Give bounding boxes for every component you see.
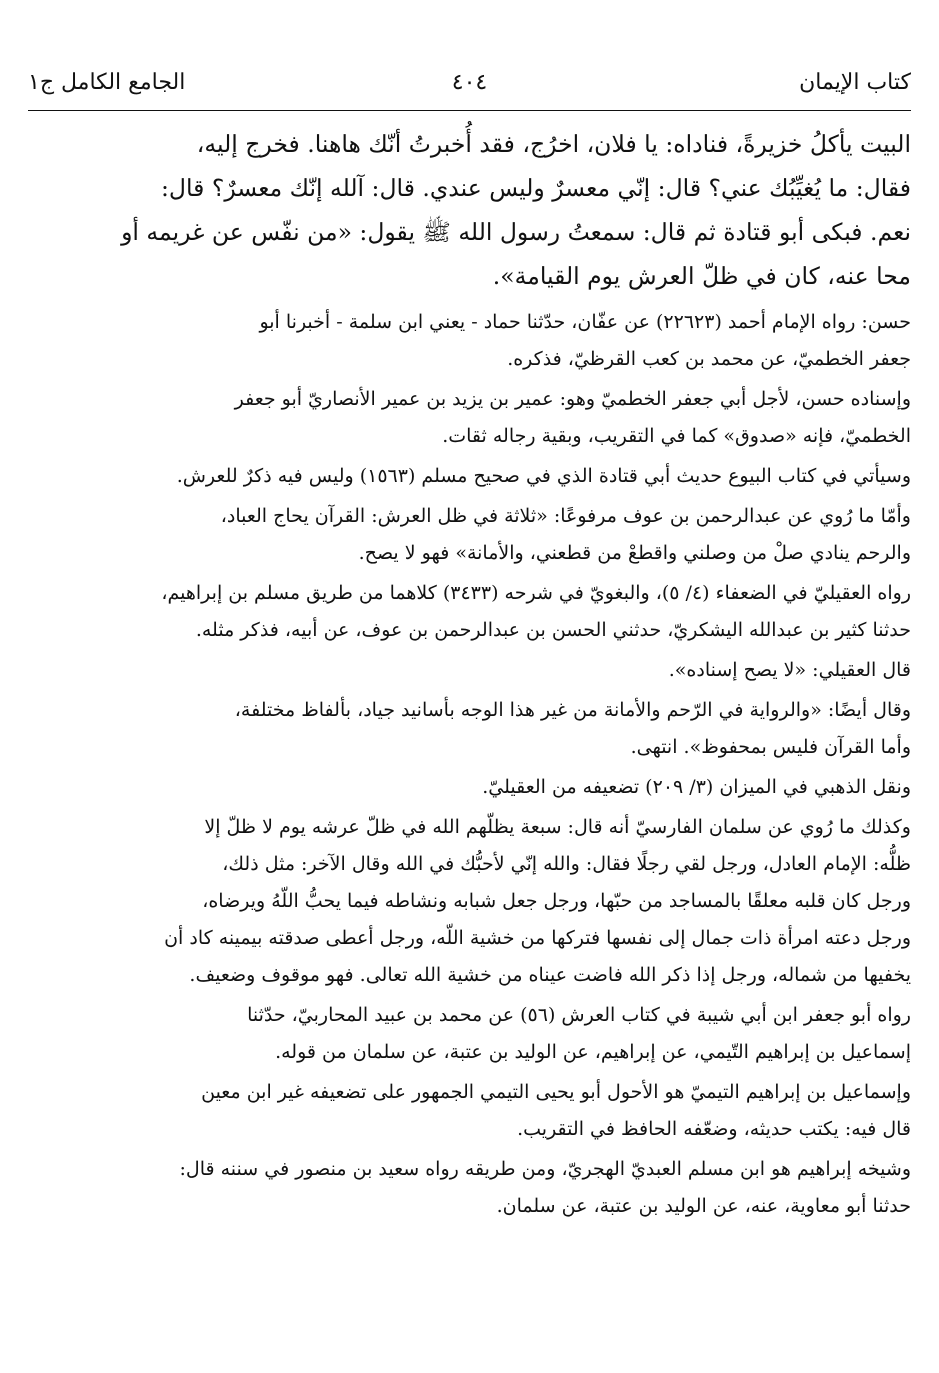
note-line: جعفر الخطميّ، عن محمد بن كعب القرظيّ، فذكره. <box>507 348 911 370</box>
note-line: حدثنا كثير بن عبدالله اليشكريّ، حدثني الحسن بن عبدالرحمن بن عوف، عن أبيه، فذكر مثله. <box>195 619 911 641</box>
note-line: وقال أيضًا: «والرواية في الرّحم والأمانة من غير هذا الوجه بأسانيد جياد، بألفاظ مختلفة، <box>234 699 911 721</box>
note-line: يخفيها من شماله، ورجل إذا ذكر الله فاضت عيناه من خشية الله تعالى. فهو موقوف وضعيف. <box>189 964 911 986</box>
note-line: وإسماعيل بن إبراهيم التيميّ هو الأحول أبو يحيى التيمي الجمهور على تضعيفه غير ابن معين <box>201 1081 911 1103</box>
note-line: ورجل دعته امرأة ذات جمال إلى نفسها فتركها من خشية اللّه، ورجل أعطى صدقته بيمينه كاد أن <box>164 927 911 949</box>
note-line: وإسناده حسن، لأجل أبي جعفر الخطميّ وهو: عمير بن يزيد بن عمير الأنصاريّ أبو جعفر <box>234 388 911 410</box>
note-line: وأمّا ما رُوي عن عبدالرحمن بن عوف مرفوعًا: «ثلاثة في ظل العرش: القرآن يحاج العباد، <box>220 505 911 527</box>
note-line: قال فيه: يكتب حديثه، وضعّفه الحافظ في التقريب. <box>517 1118 911 1140</box>
note-line: وشيخه إبراهيم هو ابن مسلم العبديّ الهجريّ، ومن طريقه رواه سعيد بن منصور في سننه قال: <box>179 1158 911 1180</box>
note-line: الخطميّ، فإنه «صدوق» كما في التقريب، وبقية رجاله ثقات. <box>442 425 911 447</box>
note-line: قال العقيلي: «لا يصح إسناده». <box>668 659 911 681</box>
page-header <box>28 62 911 102</box>
hadith-line: محا عنه، كان في ظلّ العرش يوم القيامة». <box>492 262 911 290</box>
note-line: حسن: رواه الإمام أحمد (٢٢٦٢٣) عن عفّان، حدّثنا حماد - يعني ابن سلمة - أخبرنا أبو <box>259 311 911 333</box>
note-line: ورجل كان قلبه معلقًا بالمساجد من حبّها، ورجل جعل شبابه ونشاطه فيما يحبُّ اللّهُ ويرضاه، <box>202 890 911 912</box>
page-number: ٤٠٤ <box>451 70 488 95</box>
note-line: ظلُّه: الإمام العادل، ورجل لقي رجلًا فقال: والله إنّي لأحبُّك في الله وقال الآخر: مثل ذلك، <box>222 853 911 875</box>
note-line: والرحم ينادي صلْ من وصلني واقطعْ من قطعني، والأمانة» فهو لا يصح. <box>358 542 911 564</box>
note-line: رواه أبو جعفر ابن أبي شيبة في كتاب العرش (٥٦) عن محمد بن عبيد المحاربيّ، حدّثنا <box>247 1004 911 1026</box>
note-line: إسماعيل بن إبراهيم التّيمي، عن إبراهيم، عن الوليد بن عتبة، عن سلمان من قوله. <box>275 1041 911 1063</box>
running-title: الجامع الكامل ج١ <box>28 70 186 95</box>
note-line: وسيأتي في كتاب البيوع حديث أبي قتادة الذي في صحيح مسلم (١٥٦٣) وليس فيه ذكرٌ للعرش. <box>176 465 911 487</box>
note-line: ونقل الذهبي في الميزان (٣/ ٢٠٩) تضعيفه من العقيليّ. <box>482 776 911 798</box>
hadith-line: فقال: ما يُغيِّبُك عني؟ قال: إنّي معسرٌ وليس عندي. قال: آلله إنّك معسرٌ؟ قال: <box>161 174 911 202</box>
note-line: حدثنا أبو معاوية، عنه، عن الوليد بن عتبة، عن سلمان. <box>496 1195 911 1217</box>
hadith-line: نعم. فبكى أبو قتادة ثم قال: سمعتُ رسول الله ﷺ يقول: «من نفّس عن غريمه أو <box>121 218 911 246</box>
note-line: رواه العقيليّ في الضعفاء (٤/ ٥)، والبغويّ في شرحه (٣٤٣٣) كلاهما من طريق مسلم بن إبراهيم، <box>161 582 911 604</box>
book-title: كتاب الإيمان <box>799 70 911 95</box>
page-content <box>28 122 911 1225</box>
hadith-line: البيت يأكلُ خزيرةً، فناداه: يا فلان، اخرُج، فقد أُخبرتُ أنّك هاهنا. فخرج إليه، <box>196 130 911 158</box>
header-rule <box>28 110 911 111</box>
commentary <box>28 304 911 1225</box>
note-line: وأما القرآن فليس بمحفوظ». انتهى. <box>630 736 911 758</box>
note-line: وكذلك ما رُوي عن سلمان الفارسيّ أنه قال: سبعة يظلّهم الله في ظلّ عرشه يوم لا ظلّ إلا <box>204 816 911 838</box>
hadith-text <box>28 122 911 298</box>
